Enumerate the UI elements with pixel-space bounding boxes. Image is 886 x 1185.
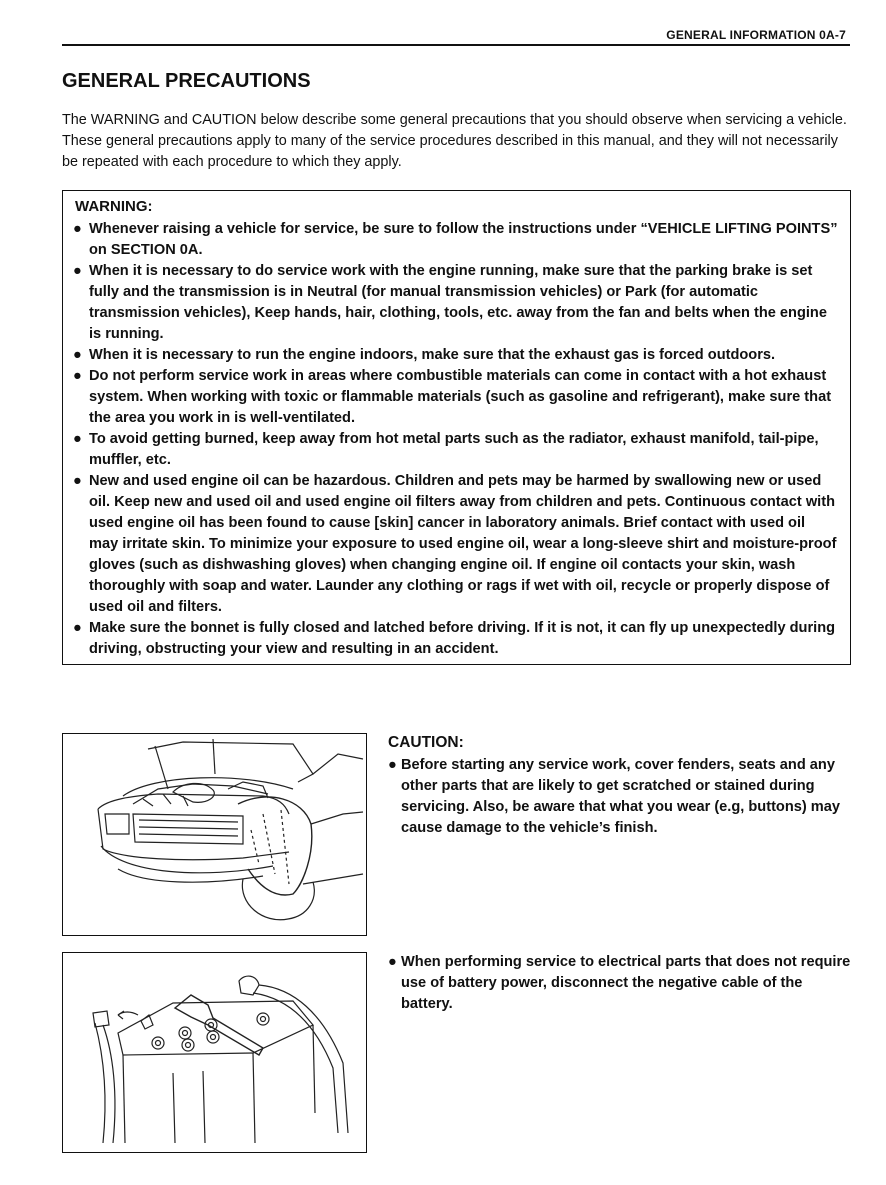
caution-list bbox=[388, 755, 851, 839]
bullet-icon: ● bbox=[73, 431, 82, 447]
warning-item-text: Do not perform service work in areas where combustible materials can come in contact with a hot exhaust system. When working with toxic or flammable materials (such as gasoline and refrigerant), make sure that the area you work in is well-ventilated. bbox=[89, 368, 832, 426]
warning-item-text: New and used engine oil can be hazardous. Children and pets may be harmed by swallowing new or used oil. Keep new and used oil and used engine oil filters away from children and pets. Continuous contact with used engine oil has been found to cause [skin] cancer in laboratory animals. Brief contact with used oil may irritate skin. To minimize your exposure to used engine oil, wear a long-sleeve shirt and moisture-proof gloves (such as dishwashing gloves) when changing engine oil. If engine oil contacts your skin, wash thoroughly with soap and water. Launder any clothing or rags if wet with oil, recycle or properly dispose of used oil and filters. bbox=[89, 473, 837, 615]
bullet-icon: ● bbox=[73, 347, 82, 363]
warning-title: WARNING: bbox=[75, 198, 153, 215]
header-rule bbox=[62, 44, 850, 46]
page-title: GENERAL PRECAUTIONS bbox=[62, 70, 311, 92]
intro-paragraph: The WARNING and CAUTION below describe some general precautions that you should observe when servicing a vehicle. These general precautions apply to many of the service procedures described in this manual, and they will not necessarily be repeated with each procedure to which they apply. bbox=[62, 112, 847, 171]
bullet-icon: ● bbox=[73, 473, 82, 489]
battery-drawing bbox=[63, 953, 366, 1152]
running-header: GENERAL INFORMATION 0A-7 bbox=[666, 28, 846, 42]
caution-list-2 bbox=[388, 952, 851, 1015]
warning-item-text: When it is necessary to run the engine indoors, make sure that the exhaust gas is forced outdoors. bbox=[89, 347, 776, 363]
bullet-icon: ● bbox=[73, 620, 82, 636]
fender-cover-illustration bbox=[62, 733, 367, 936]
warning-item-text: Make sure the bonnet is fully closed and latched before driving. If it is not, it can fly up unexpectedly during driving, obstructing your view and resulting in an accident. bbox=[89, 620, 836, 657]
warning-item bbox=[73, 429, 838, 471]
bullet-icon: ● bbox=[73, 368, 82, 384]
car-front-drawing bbox=[63, 734, 366, 935]
caution-item bbox=[388, 952, 851, 1015]
warning-item bbox=[73, 261, 838, 345]
bullet-icon: ● bbox=[73, 263, 82, 279]
caution-title: CAUTION: bbox=[388, 734, 464, 751]
warning-item bbox=[73, 618, 838, 660]
caution-item bbox=[388, 755, 851, 839]
warning-item bbox=[73, 471, 838, 618]
warning-item bbox=[73, 219, 838, 261]
battery-disconnect-illustration bbox=[62, 952, 367, 1153]
caution-item-text: Before starting any service work, cover fenders, seats and any other parts that are likely to get scratched or stained during servicing. Also, be aware that what you wear (e.g, buttons) may cause damage to the vehicle’s finish. bbox=[401, 757, 840, 836]
warning-item bbox=[73, 366, 838, 429]
warning-item bbox=[73, 345, 838, 366]
warning-box bbox=[62, 190, 851, 665]
warning-list bbox=[73, 219, 838, 660]
warning-item-text: To avoid getting burned, keep away from hot metal parts such as the radiator, exhaust manifold, tail-pipe, muffler, etc. bbox=[89, 431, 819, 468]
caution-item-text: When performing service to electrical parts that does not require use of battery power, disconnect the negative cable of the battery. bbox=[401, 954, 851, 1012]
bullet-icon: ● bbox=[388, 757, 397, 773]
warning-item-text: When it is necessary to do service work with the engine running, make sure that the parking brake is set fully and the transmission is in Neutral (for manual transmission vehicles) or Park (for automatic transmission vehicles), Keep hands, hair, clothing, tools, etc. away from the fan and belts when the engine is running. bbox=[89, 263, 827, 342]
warning-item-text: Whenever raising a vehicle for service, be sure to follow the instructions under “VEHICLE LIFTING POINTS” on SECTION 0A. bbox=[89, 221, 838, 258]
bullet-icon: ● bbox=[73, 221, 82, 237]
bullet-icon: ● bbox=[388, 954, 397, 970]
